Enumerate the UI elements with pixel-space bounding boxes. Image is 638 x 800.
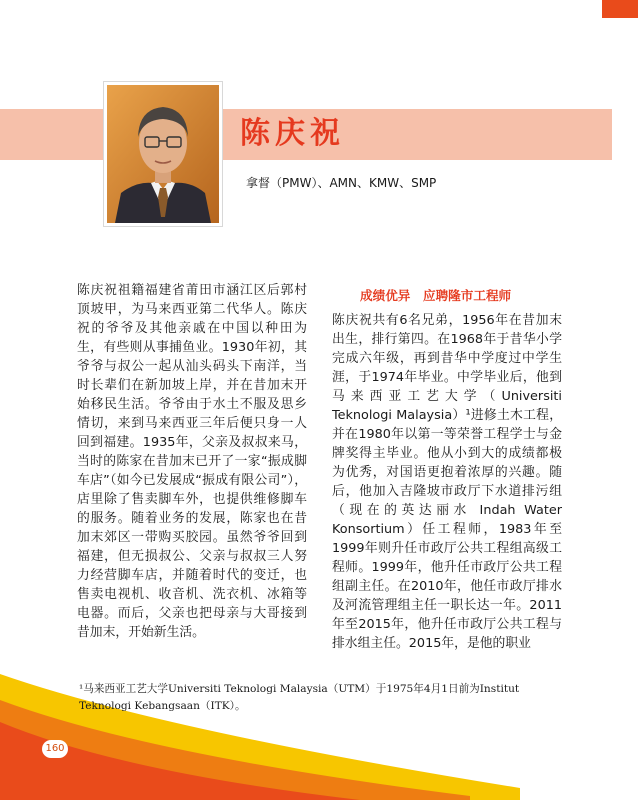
corner-tab (602, 0, 638, 18)
honorific-titles: 拿督（PMW）、AMN、KMW、SMP (246, 176, 437, 190)
biography-left-column: 陈庆祝祖籍福建省莆田市涵江区后郭村顶坡甲，为马来西亚第二代华人。陈庆祝的爷爷及其他亲戚在中国以种田为生，有些则从事捕鱼业。1930年初，其爷爷与叔公一起从汕头码头下南洋，当时长辈们在新加坡上岸，并在昔加末开始移民生活。爷爷由于水土不服及思乡情切，来到马来西亚三年后便只身一人回到福建。1935年，父亲及叔叔来马，当时的陈家在昔加末已开了一家“振成脚车店”（如今已发展成“振成有限公司”），店里除了售卖脚车外，也提供维修脚车的服务。随着业务的发展，陈家也在昔加末郊区一带购买胶园。虽然爷爷回到福建，但无损叔公、父亲与叔叔三人努力经营脚车店，并随着时代的变迁，也售卖电视机、收音机、洗衣机、冰箱等电器。而后，父亲也把母亲与大哥接到昔加末，开始新生活。 (77, 283, 307, 640)
portrait-illustration (107, 85, 219, 223)
biography-right-column (332, 287, 562, 653)
page-number: 160 (42, 740, 68, 758)
footnote: ¹马来西亚工艺大学Universiti Teknologi Malaysia（UTM）于1975年4月1日前为Institut Teknologi Kebangsaan（ITK）。 (79, 683, 520, 712)
person-name: 陈庆祝 (240, 116, 345, 151)
section-heading: 成绩优异 应聘隆市工程师 (360, 288, 512, 303)
career-paragraph: 陈庆祝共有6名兄弟，1956年在昔加末出生，排行第四。在1968年于昔华小学完成六年级，再到昔华中学度过中学生涯，于1974年毕业。中学毕业后，他到马来西亚工艺大学（Universiti Teknologi Malaysia）¹进修土木工程，并在1980年以第一等荣誉工程学士与金牌奖得主毕业。他从小到大的成绩都极为优秀，对国语更抱着浓厚的兴趣。随后，他加入吉隆坡市政厅下水道排污组（现在的英达丽水 Indah Water Konsortium）任工程师，1983年至1999年则升任市政厅公共工程组高级工程师。1999年，他升任市政厅公共工程组副主任。在2010年，他任市政厅排水及河流管理组主任一职长达一年。2011年至2015年，他升任市政厅公共工程与排水组主任。2015年，是他的职业 (332, 313, 562, 651)
portrait-photo (104, 82, 222, 226)
